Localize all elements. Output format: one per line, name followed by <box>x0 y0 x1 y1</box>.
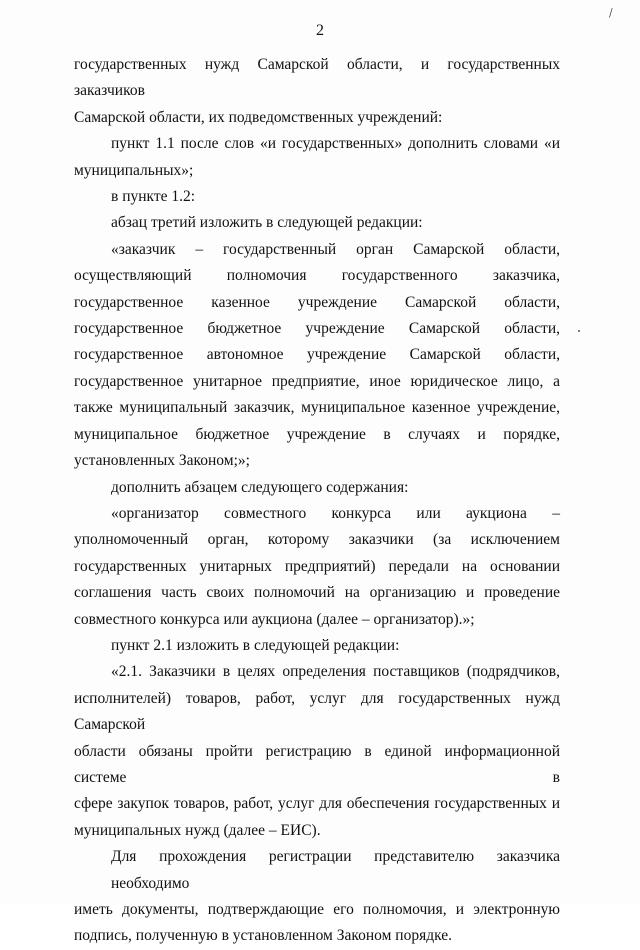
paragraph-7 <box>74 501 560 633</box>
paragraph-6 <box>74 475 560 501</box>
paragraph-1 <box>74 52 560 131</box>
text-line: дополнить абзацем следующего содержания: <box>111 478 409 496</box>
paragraph-5 <box>74 237 560 475</box>
text-line: государственных нужд Самарской области, и государственных заказчиков <box>74 56 560 100</box>
text-line: абзац третий изложить в следующей редакции: <box>111 214 423 232</box>
text-line: установленных Законом;»; <box>74 452 250 470</box>
text-line: государственное бюджетное учреждение Самарской области, <box>74 320 560 338</box>
paragraph-8 <box>74 633 560 659</box>
text-line: «организатор совместного конкурса или аукциона – <box>111 504 560 522</box>
text-line: муниципальное бюджетное учреждение в случаях и порядке, <box>74 425 560 443</box>
corner-mark: \ <box>604 6 617 21</box>
text-line: уполномоченный орган, которому заказчики (за исключением <box>74 531 560 549</box>
text-line: муниципальных»; <box>74 161 194 179</box>
text-line: сфере закупок товаров, работ, услуг для обеспечения государственных и <box>74 795 560 813</box>
paragraph-3 <box>74 184 560 210</box>
text-line: соглашения часть своих полномочий на организацию и проведение <box>74 584 560 602</box>
paragraph-4 <box>74 210 560 236</box>
text-line: государственное казенное учреждение Самарской области, <box>74 293 560 311</box>
text-line: подпись, полученную в установленном Законом порядке. <box>74 927 453 945</box>
text-line: Для прохождения регистрации представителю заказчика необходимо <box>111 848 560 892</box>
text-line: исполнителей) товаров, работ, услуг для государственных нужд Самарской <box>74 689 560 734</box>
text-line: государственных унитарных предприятий) передали на основании <box>74 557 560 575</box>
page-number: 2 <box>316 22 324 39</box>
text-line: муниципальных нужд (далее – ЕИС). <box>74 821 321 839</box>
text-line: совместного конкурса или аукциона (далее – организатор).»; <box>74 610 475 628</box>
text-line: государственное унитарное предприятие, иное юридическое лицо, а <box>74 372 560 390</box>
text-line: Самарской области, их подведомственных учреждений: <box>74 108 443 126</box>
text-line: пункт 1.1 после слов «и государственных» дополнить словами «и <box>111 135 560 153</box>
text-line: также муниципальный заказчик, муниципальное казенное учреждение, <box>74 399 560 417</box>
text-line: осуществляющий полномочия государственного заказчика, <box>74 267 560 285</box>
paragraph-10 <box>74 844 560 950</box>
paragraph-2 <box>74 131 560 184</box>
text-line: иметь документы, подтверждающие его полномочия, и электронную <box>74 901 560 918</box>
text-line: «2.1. Заказчики в целях определения поставщиков (подрядчиков, <box>111 663 560 681</box>
text-line: области обязаны пройти регистрацию в единой информационной системе в <box>74 742 560 786</box>
text-line: «заказчик – государственный орган Самарской области, <box>111 240 560 258</box>
document-body <box>74 52 560 950</box>
text-line: в пункте 1.2: <box>111 188 196 206</box>
scan-speck <box>578 330 580 332</box>
text-line: государственное автономное учреждение Самарской области, <box>74 346 560 364</box>
text-line: пункт 2.1 изложить в следующей редакции: <box>111 636 400 654</box>
paragraph-9 <box>74 659 560 844</box>
